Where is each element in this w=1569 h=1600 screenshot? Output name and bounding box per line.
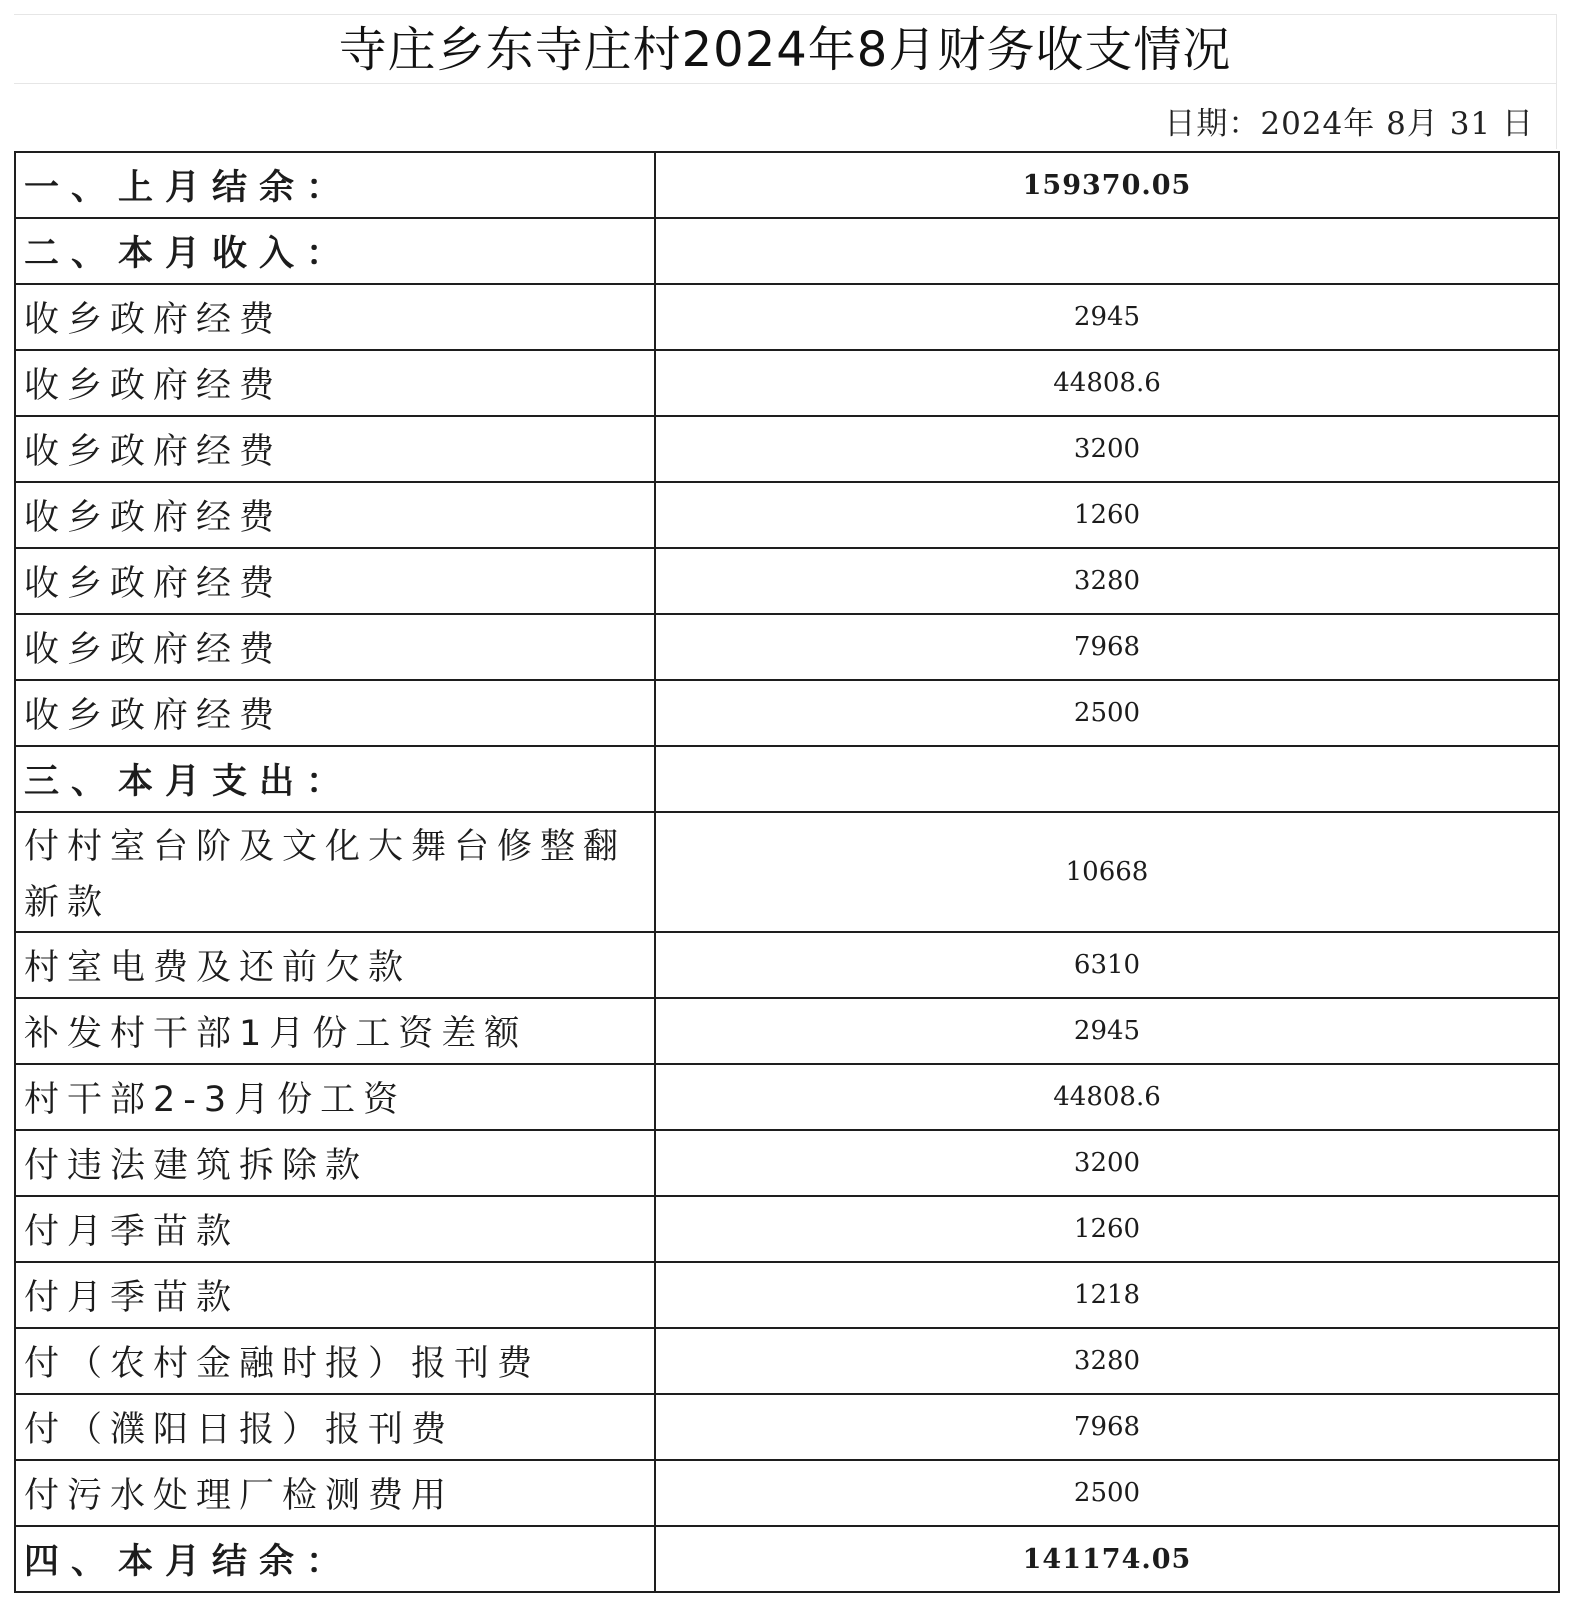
table-row — [15, 284, 1559, 350]
income-item-value: 2945 — [655, 284, 1559, 350]
closing-balance-row — [15, 1526, 1559, 1592]
table-row — [15, 1196, 1559, 1262]
income-item-label: 收乡政府经费 — [15, 614, 655, 680]
expense-item-label: 付月季苗款 — [15, 1262, 655, 1328]
table-row — [15, 1328, 1559, 1394]
income-header-label: 二、本月收入： — [15, 218, 655, 284]
expense-item-label: 付（农村金融时报）报刊费 — [15, 1328, 655, 1394]
income-item-label: 收乡政府经费 — [15, 284, 655, 350]
report-date: 日期：2024年 8月 31 日 — [1164, 105, 1534, 142]
table-row — [15, 614, 1559, 680]
expense-item-value: 1218 — [655, 1262, 1559, 1328]
table-row — [15, 680, 1559, 746]
table-row — [15, 1064, 1559, 1130]
opening-balance-label: 一、上月结余： — [15, 152, 655, 218]
expense-item-value: 6310 — [655, 932, 1559, 998]
income-item-label: 收乡政府经费 — [15, 548, 655, 614]
expense-item-label: 付月季苗款 — [15, 1196, 655, 1262]
expense-item-label: 补发村干部1月份工资差额 — [15, 998, 655, 1064]
closing-balance-label: 四、本月结余： — [15, 1526, 655, 1592]
income-item-value: 3280 — [655, 548, 1559, 614]
table-row — [15, 350, 1559, 416]
table-row — [15, 1130, 1559, 1196]
expense-item-label: 村室电费及还前欠款 — [15, 932, 655, 998]
income-header-row — [15, 218, 1559, 284]
table-row — [15, 548, 1559, 614]
title-band — [14, 14, 1557, 84]
table-row — [15, 482, 1559, 548]
expense-item-value: 2945 — [655, 998, 1559, 1064]
table-row — [15, 932, 1559, 998]
expense-item-value: 1260 — [655, 1196, 1559, 1262]
table-row — [15, 1262, 1559, 1328]
expense-item-value: 44808.6 — [655, 1064, 1559, 1130]
table-row — [15, 998, 1559, 1064]
expense-item-label: 付污水处理厂检测费用 — [15, 1460, 655, 1526]
expense-header-row — [15, 746, 1559, 812]
date-band — [14, 83, 1557, 149]
expense-item-value: 3280 — [655, 1328, 1559, 1394]
expense-item-value: 10668 — [655, 812, 1559, 932]
closing-balance-value: 141174.05 — [655, 1526, 1559, 1592]
expense-item-label: 付村室台阶及文化大舞台修整翻新款 — [15, 812, 655, 932]
opening-balance-row — [15, 152, 1559, 218]
expense-header-label: 三、本月支出： — [15, 746, 655, 812]
income-item-label: 收乡政府经费 — [15, 350, 655, 416]
income-header-value — [655, 218, 1559, 284]
income-item-value: 44808.6 — [655, 350, 1559, 416]
income-item-label: 收乡政府经费 — [15, 680, 655, 746]
income-item-value: 1260 — [655, 482, 1559, 548]
income-item-value: 3200 — [655, 416, 1559, 482]
expense-item-value: 7968 — [655, 1394, 1559, 1460]
table-row — [15, 812, 1559, 932]
expense-item-label: 村干部2-3月份工资 — [15, 1064, 655, 1130]
income-item-value: 2500 — [655, 680, 1559, 746]
income-item-label: 收乡政府经费 — [15, 482, 655, 548]
opening-balance-value: 159370.05 — [655, 152, 1559, 218]
expense-header-value — [655, 746, 1559, 812]
income-item-value: 7968 — [655, 614, 1559, 680]
income-item-label: 收乡政府经费 — [15, 416, 655, 482]
table-row — [15, 1460, 1559, 1526]
expense-item-value: 3200 — [655, 1130, 1559, 1196]
table-row — [15, 1394, 1559, 1460]
expense-item-label: 付（濮阳日报）报刊费 — [15, 1394, 655, 1460]
finance-table — [14, 151, 1560, 1593]
expense-item-label: 付违法建筑拆除款 — [15, 1130, 655, 1196]
expense-item-value: 2500 — [655, 1460, 1559, 1526]
document-title: 寺庄乡东寺庄村2024年8月财务收支情况 — [338, 22, 1232, 78]
table-row — [15, 416, 1559, 482]
